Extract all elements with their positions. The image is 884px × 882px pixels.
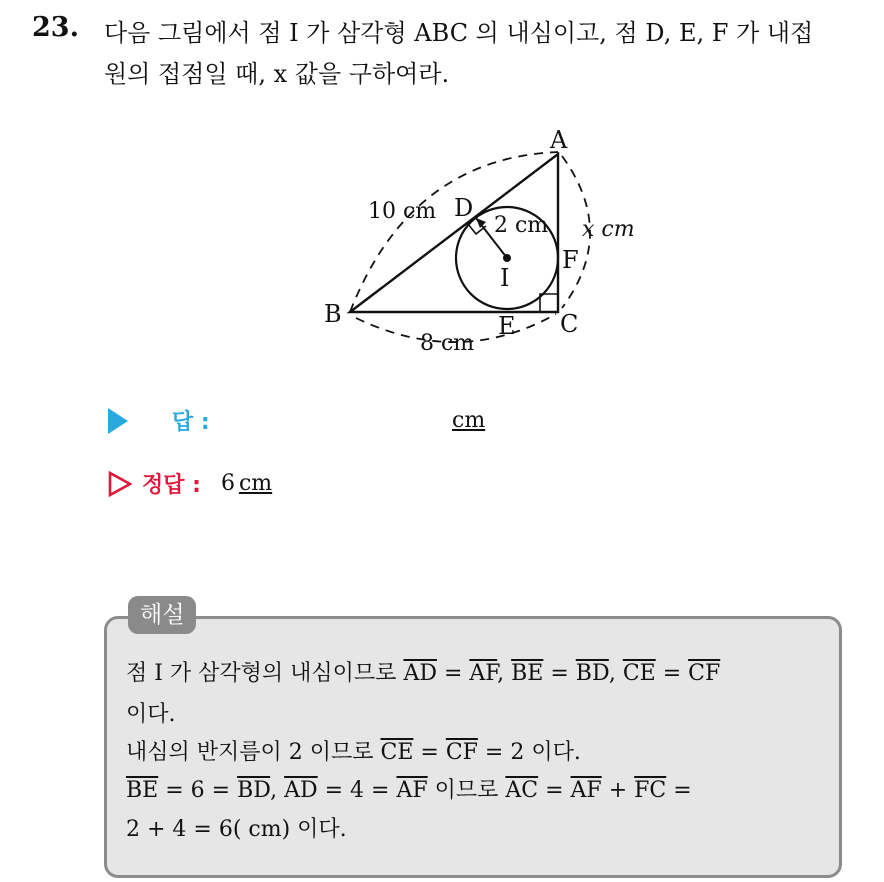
question-number: 23. bbox=[32, 12, 79, 43]
right-angle-c bbox=[540, 294, 558, 312]
solution-line1: 점 I 가 삼각형의 내심이므로 $\overline{AD} = \overline{AF}$, $\overline{BE} = \overline{BD}$, $\overline{CE} = \overline{CF}$ bbox=[126, 661, 721, 686]
play-triangle-icon bbox=[108, 408, 128, 434]
answer-row bbox=[108, 405, 210, 436]
answer-label: 답 : bbox=[172, 410, 210, 435]
correct-answer-unit: cm bbox=[238, 471, 273, 496]
correct-answer-row bbox=[108, 468, 272, 499]
correct-answer-value: 6 bbox=[220, 471, 235, 496]
solution-line2: 이다. bbox=[126, 702, 176, 727]
triangle-figure bbox=[300, 118, 660, 368]
answer-blank-unit: cm bbox=[452, 408, 486, 433]
solution-tag: 해설 bbox=[128, 596, 196, 634]
question-text-line2: 원의 접점일 때, x 값을 구하여라. bbox=[104, 60, 450, 88]
right-angle-d bbox=[468, 224, 486, 234]
label-radius: 2 cm bbox=[494, 213, 549, 238]
label-e: E bbox=[498, 312, 516, 340]
solution-line5: 2 + 4 = 6( cm) 이다. bbox=[126, 817, 347, 842]
outline-triangle-icon bbox=[108, 471, 132, 497]
solution-line4: $\overline{BE} = 6 = \overline{BD}$, $\overline{AD} = 4 = \overline{AF}$ 이므로 $\overline{AC} = \overline{AF} + \overline{FC}$ = bbox=[126, 778, 692, 803]
label-ac-length: x cm bbox=[582, 217, 635, 242]
question-text-line1: 다음 그림에서 점 I 가 삼각형 ABC 의 내심이고, 점 D, E, F 가 내접 bbox=[104, 19, 814, 47]
label-a: A bbox=[550, 126, 568, 154]
correct-answer-label: 정답 : bbox=[142, 473, 201, 498]
solution-line3: 내심의 반지름이 2 이므로 $\overline{CE} = \overline{CF} = 2$ 이다. bbox=[126, 740, 581, 765]
label-d: D bbox=[454, 194, 474, 222]
label-ab-length: 10 cm bbox=[368, 199, 437, 224]
label-i: I bbox=[500, 264, 510, 292]
label-bc-length: 8 cm bbox=[420, 331, 475, 356]
label-f: F bbox=[562, 246, 579, 274]
label-c: C bbox=[560, 310, 579, 338]
label-b: B bbox=[324, 300, 342, 328]
